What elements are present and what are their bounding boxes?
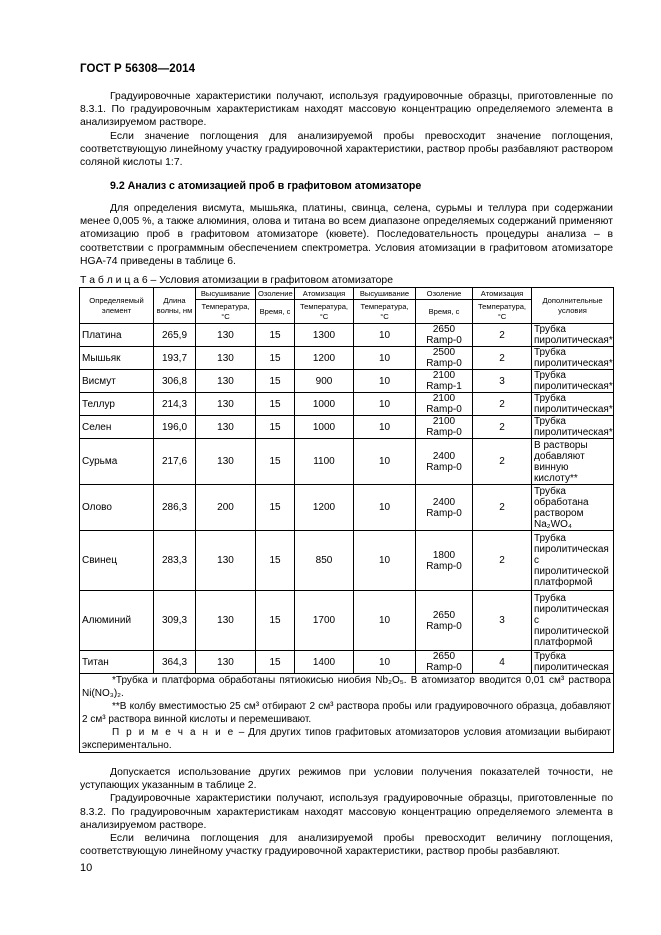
cell-ashing-time: 2650 Ramp-0 [416, 651, 473, 674]
cell-ashing-time: 2100 Ramp-0 [416, 393, 473, 416]
cell-atomization-time: 2 [473, 531, 532, 591]
document-header: ГОСТ Р 56308—2014 [80, 63, 196, 75]
cell-drying-time: 15 [256, 439, 295, 485]
paragraph: Градуировочные характеристики получают, используя градуировочные образцы, приготовленные по 8.3.2. По градуировочным характеристикам находят массовую концентрацию определяемого элемента в анализируемом растворе. [80, 793, 613, 831]
table-row [80, 416, 614, 439]
cell-drying-temp: 130 [196, 439, 256, 485]
cell-atomization-time: 2 [473, 324, 532, 347]
cell-drying-time: 15 [256, 393, 295, 416]
header-conditions: Дополнительные условия [532, 288, 614, 324]
cell-conditions: Трубка пиролитическая* [532, 393, 614, 416]
cell-conditions: Трубка пиролитическая* [532, 370, 614, 393]
header-time-2: Время, с [416, 300, 473, 324]
cell-atomization-time: 2 [473, 416, 532, 439]
paragraph: Для определения висмута, мышьяка, платины, свинца, селена, сурьмы и теллура при содержании менее 0,005 %, а также алюминия, олова и титана во всем диапазоне определяемых содержаний применяют атомизацию проб в графитовом атомизаторе (кювете). Последовательность процедуры анализа – в соответствии с программным обеспечением спектрометра. Условия атомизации в графитовом атомизаторе HGA-74 приведены в таблице 6. [80, 203, 613, 267]
note-text: – Для других типов графитовых атомизаторов условия атомизации выбирают экспериментально. [82, 727, 611, 751]
cell-element: Титан [80, 651, 154, 674]
header-ashing-2: Озоление [416, 288, 473, 300]
table-caption-text: 6 – Условия атомизации в графитовом атомизаторе [139, 275, 393, 286]
cell-drying-temp: 130 [196, 591, 256, 651]
table-row [80, 347, 614, 370]
cell-drying-temp: 130 [196, 393, 256, 416]
cell-atomization-time: 2 [473, 439, 532, 485]
cell-ashing-time: 2400 Ramp-0 [416, 485, 473, 531]
table-caption-label: Т а б л и ц а [80, 275, 139, 286]
cell-wavelength: 364,3 [154, 651, 196, 674]
cell-conditions: Трубка пиролитическая* [532, 347, 614, 370]
footnote: **В колбу вместимостью 25 см³ отбирают 2 см³ раствора пробы или градуировочного образца, добавляют 2 см³ раствора винной кислоты и перемешивают. [82, 701, 611, 725]
cell-atomization-time: 3 [473, 370, 532, 393]
paragraph: Если значение поглощения для анализируемой пробы превосходит значение поглощения, соответствующую линейному участку градуировочной характеристики, раствор пробы разбавляют раствором соляной кислоты 1:7. [80, 130, 613, 169]
cell-drying-time: 15 [256, 347, 295, 370]
cell-atomization-temp: 10 [354, 591, 416, 651]
cell-wavelength: 283,3 [154, 531, 196, 591]
section-title: 9.2 Анализ с атомизацией проб в графитовом атомизаторе [110, 180, 422, 192]
header-temp-4: Температура, °С [473, 300, 532, 324]
cell-element: Теллур [80, 393, 154, 416]
cell-element: Селен [80, 416, 154, 439]
cell-drying-time: 15 [256, 591, 295, 651]
cell-element: Сурьма [80, 439, 154, 485]
cell-ashing-time: 2400 Ramp-0 [416, 439, 473, 485]
cell-conditions: В растворы добавляют винную кислоту** [532, 439, 614, 485]
cell-atomization-temp: 10 [354, 347, 416, 370]
cell-ashing-time: 2100 Ramp-0 [416, 416, 473, 439]
note-label: П р и м е ч а н и е [112, 727, 235, 738]
table-row [80, 370, 614, 393]
cell-atomization-temp: 10 [354, 651, 416, 674]
cell-drying-temp: 200 [196, 485, 256, 531]
table-row [80, 591, 614, 651]
table-row [80, 393, 614, 416]
table-row [80, 324, 614, 347]
cell-ashing-temp: 900 [295, 370, 354, 393]
cell-drying-time: 15 [256, 651, 295, 674]
table-note [82, 726, 611, 752]
cell-drying-time: 15 [256, 485, 295, 531]
header-time-1: Время, с [256, 300, 295, 324]
cell-ashing-temp: 1000 [295, 393, 354, 416]
cell-drying-time: 15 [256, 370, 295, 393]
cell-element: Олово [80, 485, 154, 531]
cell-wavelength: 193,7 [154, 347, 196, 370]
cell-drying-time: 15 [256, 531, 295, 591]
cell-atomization-time: 3 [473, 591, 532, 651]
cell-ashing-time: 2650 Ramp-0 [416, 591, 473, 651]
paragraph: Градуировочные характеристики получают, используя градуировочные образцы, приготовленные по 8.3.1. По градуировочным характеристикам находят массовую концентрацию определяемого элемента в анализируемом растворе. [80, 91, 613, 129]
cell-ashing-time: 1800 Ramp-0 [416, 531, 473, 591]
header-atomization: Атомизация [295, 288, 354, 300]
cell-ashing-temp: 850 [295, 531, 354, 591]
cell-conditions: Трубка пиролитическая с пиролитической платформой [532, 531, 614, 591]
cell-ashing-temp: 1300 [295, 324, 354, 347]
cell-element: Висмут [80, 370, 154, 393]
section-paragraph [80, 202, 613, 268]
cell-wavelength: 217,6 [154, 439, 196, 485]
closing-paragraphs [80, 766, 613, 858]
cell-drying-time: 15 [256, 324, 295, 347]
cell-atomization-temp: 10 [354, 324, 416, 347]
header-atomization-2: Атомизация [473, 288, 532, 300]
cell-atomization-temp: 10 [354, 485, 416, 531]
table-caption [80, 275, 393, 286]
cell-ashing-temp: 1100 [295, 439, 354, 485]
cell-element: Мышьяк [80, 347, 154, 370]
table-footnotes [80, 674, 614, 753]
cell-wavelength: 214,3 [154, 393, 196, 416]
cell-atomization-temp: 10 [354, 370, 416, 393]
table-row [80, 485, 614, 531]
header-wavelength: Длина волны, нм [154, 288, 196, 324]
header-temp-2: Температура, °С [295, 300, 354, 324]
cell-wavelength: 309,3 [154, 591, 196, 651]
cell-conditions: Трубка пиролитическая с пиролитической платформой [532, 591, 614, 651]
cell-conditions: Трубка обработана раствором Na₂WO₄ [532, 485, 614, 531]
cell-drying-temp: 130 [196, 531, 256, 591]
cell-ashing-time: 2650 Ramp-0 [416, 324, 473, 347]
cell-drying-temp: 130 [196, 370, 256, 393]
paragraph: Допускается использование других режимов при условии получения показателей точности, не уступающих указанным в таблице 2. [80, 767, 613, 792]
header-drying: Высушивание [196, 288, 256, 300]
cell-element: Свинец [80, 531, 154, 591]
header-temp-1: Температура, °С [196, 300, 256, 324]
cell-atomization-time: 2 [473, 393, 532, 416]
cell-atomization-temp: 10 [354, 531, 416, 591]
cell-wavelength: 306,8 [154, 370, 196, 393]
cell-element: Алюминий [80, 591, 154, 651]
cell-conditions: Трубка пиролитическая [532, 651, 614, 674]
cell-wavelength: 196,0 [154, 416, 196, 439]
header-element: Определяемый элемент [80, 288, 154, 324]
cell-drying-temp: 130 [196, 651, 256, 674]
table-row [80, 439, 614, 485]
atomization-table [79, 287, 614, 753]
cell-atomization-temp: 10 [354, 416, 416, 439]
cell-ashing-temp: 1400 [295, 651, 354, 674]
cell-drying-temp: 130 [196, 416, 256, 439]
header-temp-3: Температура, °С [354, 300, 416, 324]
cell-atomization-time: 2 [473, 485, 532, 531]
table-row [80, 531, 614, 591]
cell-ashing-temp: 1200 [295, 347, 354, 370]
cell-conditions: Трубка пиролитическая* [532, 324, 614, 347]
cell-drying-temp: 130 [196, 324, 256, 347]
cell-wavelength: 265,9 [154, 324, 196, 347]
intro-paragraphs [80, 90, 613, 169]
cell-wavelength: 286,3 [154, 485, 196, 531]
page-number: 10 [80, 862, 93, 874]
cell-ashing-temp: 1200 [295, 485, 354, 531]
header-drying-2: Высушивание [354, 288, 416, 300]
cell-ashing-temp: 1700 [295, 591, 354, 651]
cell-atomization-temp: 10 [354, 393, 416, 416]
header-ashing: Озоление [256, 288, 295, 300]
cell-atomization-temp: 10 [354, 439, 416, 485]
table-row [80, 651, 614, 674]
cell-ashing-temp: 1000 [295, 416, 354, 439]
cell-atomization-time: 2 [473, 347, 532, 370]
cell-conditions: Трубка пиролитическая* [532, 416, 614, 439]
cell-ashing-time: 2500 Ramp-0 [416, 347, 473, 370]
paragraph: Если величина поглощения для анализируемой пробы превосходит величину поглощения, соответствующую линейному участку градуировочной характеристики, раствор пробы разбавляют. [80, 833, 613, 858]
footnote: *Трубка и платформа обработаны пятиокисью ниобия Nb₂O₅. В атомизатор вводится 0,01 см³ раствора Ni(NO₃)₂. [82, 675, 611, 699]
cell-element: Платина [80, 324, 154, 347]
cell-drying-temp: 130 [196, 347, 256, 370]
cell-ashing-time: 2100 Ramp-1 [416, 370, 473, 393]
cell-drying-time: 15 [256, 416, 295, 439]
cell-atomization-time: 4 [473, 651, 532, 674]
